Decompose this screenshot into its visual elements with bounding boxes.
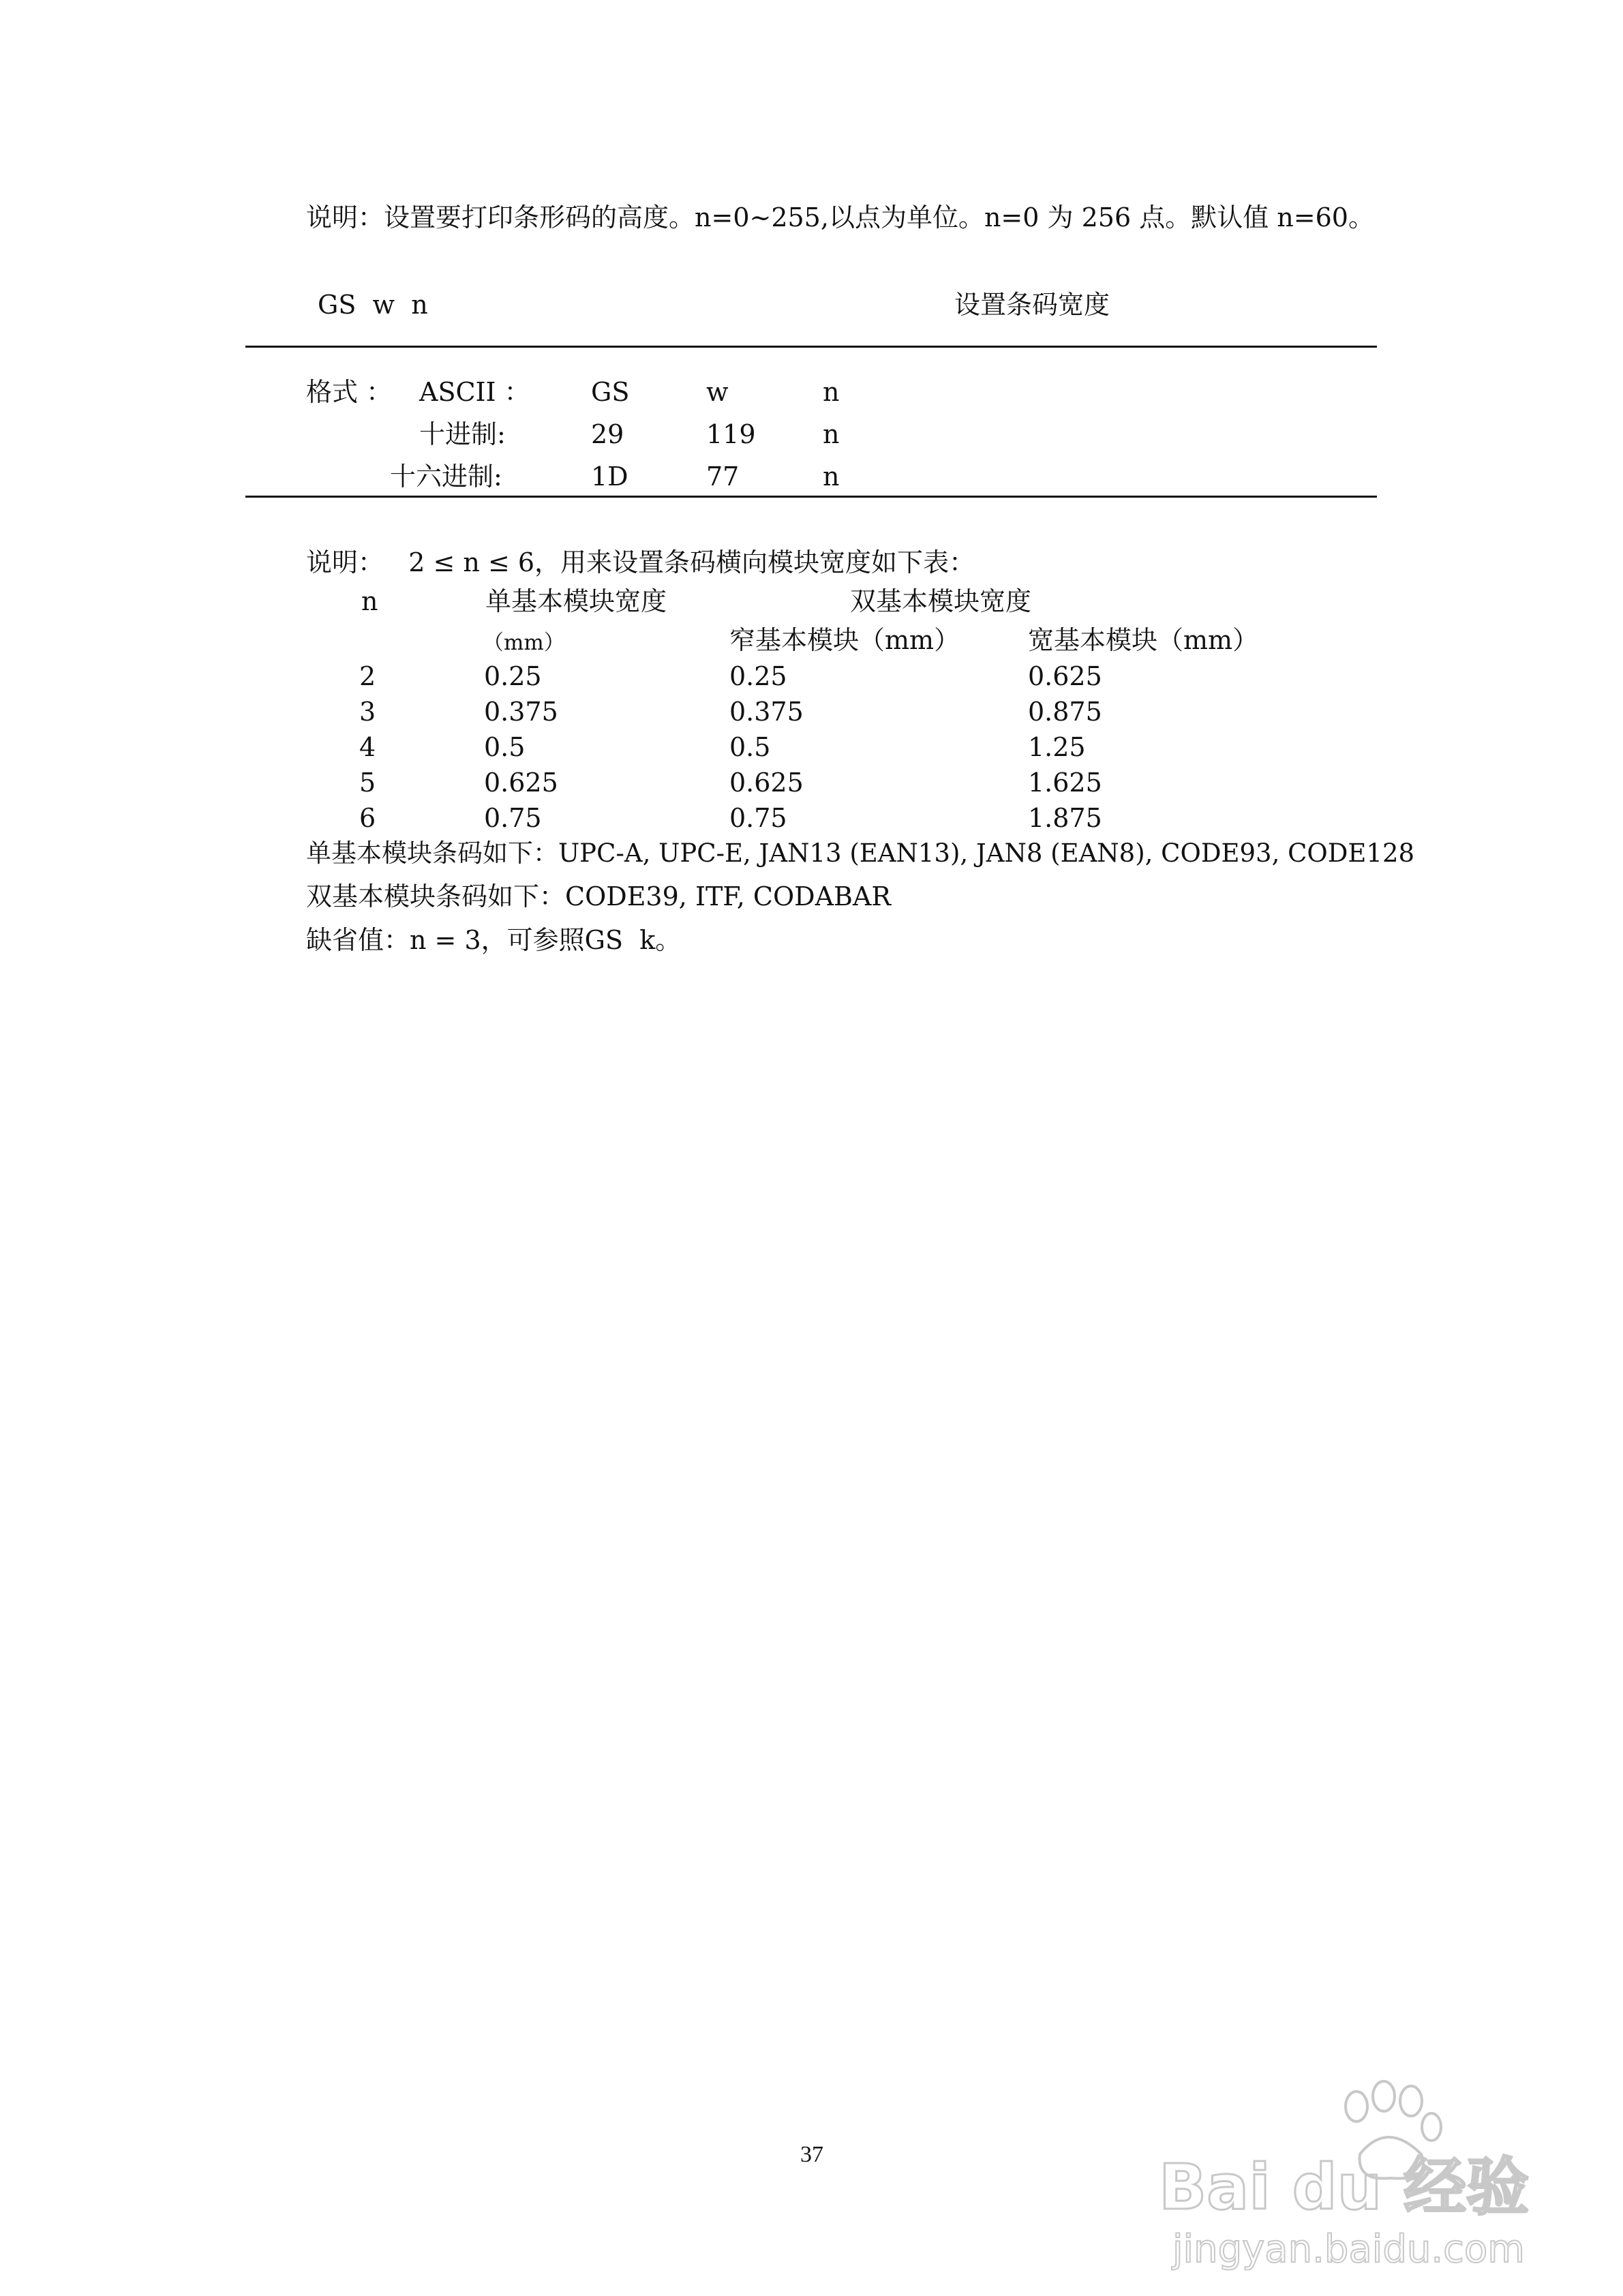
page-number: 37 <box>800 2142 823 2167</box>
intro-description: 说明：设置要打印条形码的高度。n=0~255,以点为单位。n=0 为 256 点。默认值 n=60。 <box>306 202 1374 232</box>
format-label: 格式 ： <box>306 377 393 407</box>
table-header-single-unit: （mm） <box>483 631 565 655</box>
format-row-label: 十六进制: <box>390 462 502 492</box>
table-header-single: 单基本模块宽度 <box>485 586 667 616</box>
table-cell-n: 5 <box>359 768 376 798</box>
table-cell-single: 0.375 <box>484 697 558 727</box>
format-cell: 29 <box>591 419 624 449</box>
table-header-n: n <box>361 586 378 616</box>
format-cell: GS <box>591 377 630 407</box>
description-line: 说明： 2 ≤ n ≤ 6，用来设置条码横向模块宽度如下表： <box>306 547 975 577</box>
table-header-double: 双基本模块宽度 <box>850 586 1032 616</box>
table-header-wide: 宽基本模块（mm） <box>1028 625 1259 655</box>
watermark-logo: Bai du 经验 <box>1159 2151 1530 2224</box>
table-cell-wide: 1.625 <box>1028 768 1102 798</box>
format-cell: 77 <box>706 462 740 492</box>
table-cell-narrow: 0.25 <box>729 661 787 691</box>
table-cell-narrow: 0.375 <box>729 697 804 727</box>
table-cell-wide: 1.875 <box>1028 803 1102 833</box>
format-row-label: 十进制: <box>419 419 506 449</box>
table-cell-single: 0.625 <box>484 768 558 798</box>
table-cell-narrow: 0.75 <box>729 803 787 833</box>
table-cell-n: 4 <box>359 732 376 762</box>
single-module-codes: 单基本模块条码如下：UPC-A, UPC-E, JAN13 (EAN13), JAN8 (EAN8), CODE93, CODE128 <box>306 839 1415 868</box>
double-module-codes: 双基本模块条码如下：CODE39, ITF, CODABAR <box>306 881 892 911</box>
table-cell-n: 2 <box>359 661 376 691</box>
table-cell-wide: 0.875 <box>1028 697 1102 727</box>
table-cell-narrow: 0.5 <box>729 732 771 762</box>
format-cell: w <box>706 377 729 407</box>
format-cell: 1D <box>591 462 628 492</box>
table-cell-single: 0.5 <box>484 732 526 762</box>
command-title: 设置条码宽度 <box>954 290 1110 320</box>
table-cell-n: 6 <box>359 803 376 833</box>
format-top-rule <box>245 346 1377 348</box>
table-cell-wide: 0.625 <box>1028 661 1102 691</box>
command-syntax: GS w n <box>318 290 428 320</box>
format-cell: n <box>823 419 840 449</box>
format-cell: n <box>823 377 840 407</box>
format-bottom-rule <box>245 496 1377 498</box>
format-cell: n <box>823 462 840 492</box>
default-value: 缺省值：n = 3，可参照GS k。 <box>306 925 682 955</box>
table-cell-single: 0.25 <box>484 661 542 691</box>
baidu-jingyan-watermark <box>1152 2079 1534 2277</box>
format-cell: 119 <box>706 419 756 449</box>
table-cell-narrow: 0.625 <box>729 768 804 798</box>
table-cell-single: 0.75 <box>484 803 542 833</box>
watermark-url: jingyan.baidu.com <box>1172 2227 1525 2271</box>
table-cell-n: 3 <box>359 697 376 727</box>
table-header-narrow: 窄基本模块（mm） <box>729 625 960 655</box>
format-row-label: ASCII ： <box>419 377 530 407</box>
table-cell-wide: 1.25 <box>1028 732 1086 762</box>
